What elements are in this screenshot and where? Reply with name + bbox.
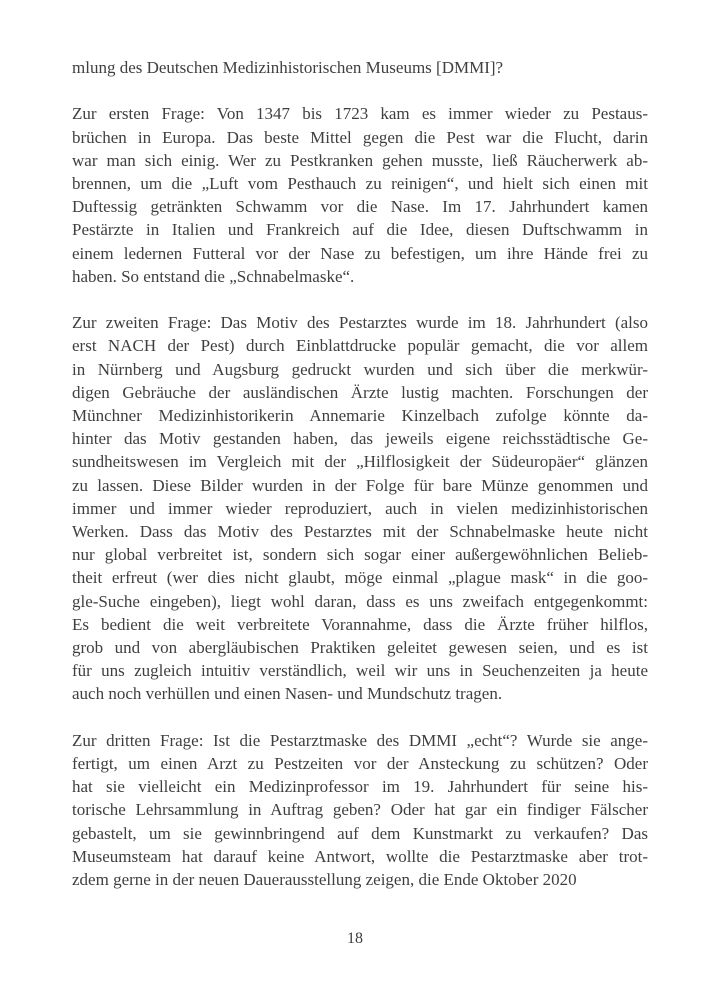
page-text-block (72, 56, 648, 914)
text-line: für uns zugleich intuitiv verständlich, weil wir uns in Seuchenzeiten ja heute (72, 661, 648, 681)
page-number: 18 (347, 930, 363, 947)
text-line: zdem gerne in der neuen Dauerausstellung zeigen, die Ende Oktober 2020 (72, 870, 577, 890)
text-line: auch noch verhüllen und einen Nasen- und Mundschutz tragen. (72, 684, 503, 704)
text-line: gle-Suche eingeben), liegt wohl daran, dass es uns zweifach entgegenkommt: (72, 591, 648, 611)
text-line: sundheitswesen im Vergleich mit der „Hilflosigkeit der Südeuropäer“ glänzen (72, 452, 648, 472)
text-line: Werken. Dass das Motiv des Pestarztes mit der Schnabelmaske heute nicht (72, 522, 648, 542)
text-line: gebastelt, um sie gewinnbringend auf dem Kunstmarkt zu verkaufen? Das (72, 823, 648, 843)
text-line: in Nürnberg und Augsburg gedruckt wurden und sich über die merkwür- (72, 359, 648, 379)
paragraph-first-question (72, 102, 648, 288)
text-line: war man sich einig. Wer zu Pestkranken gehen musste, ließ Räucherwerk ab- (72, 150, 648, 170)
text-line: hat sie vielleicht ein Medizinprofessor im 19. Jahrhundert für seine his- (72, 777, 648, 797)
text-line: zu lassen. Diese Bilder wurden in der Folge für bare Münze genommen und (72, 475, 648, 495)
text-line: Münchner Medizinhistorikerin Annemarie Kinzelbach zufolge könnte da- (72, 406, 648, 426)
text-line: hinter das Motiv gestanden haben, das jeweils eigene reichsstädtische Ge- (72, 429, 648, 449)
text-line: fertigt, um einen Arzt zu Pestzeiten vor der Ansteckung zu schützen? Oder (72, 754, 648, 774)
text-line: nur global verbreitet ist, sondern sich sogar einer außergewöhnlichen Belieb- (72, 545, 648, 565)
text-line: Zur ersten Frage: Von 1347 bis 1723 kam es immer wieder zu Pestaus- (72, 104, 648, 124)
page-footer (0, 928, 710, 950)
paragraph-third-question (72, 729, 648, 891)
text-line: Es bedient die weit verbreitete Vorannahme, dass die Ärzte früher hilflos, (72, 614, 648, 634)
paragraph-second-question (72, 311, 648, 705)
text-line: mlung des Deutschen Medizinhistorischen Museums [DMMI]? (72, 58, 504, 77)
text-line: grob und von abergläubischen Praktiken geleitet gewesen seien, und es ist (72, 638, 648, 658)
text-line: immer und immer wieder reproduziert, auch in vielen medizinhistorischen (72, 498, 648, 518)
text-line: theit erfreut (wer dies nicht glaubt, möge einmal „plague mask“ in die goo- (72, 568, 648, 588)
paragraph-continuation (72, 56, 648, 79)
text-line: brennen, um die „Luft vom Pesthauch zu reinigen“, und hielt sich einen mit (72, 174, 648, 193)
text-line: Museumsteam hat darauf keine Antwort, wollte die Pestarztmaske aber trot- (72, 846, 648, 866)
text-line: Pestärzte in Italien und Frankreich auf die Idee, diesen Duftschwamm in (72, 220, 648, 240)
text-line: Zur zweiten Frage: Das Motiv des Pestarztes wurde im 18. Jahrhundert (also (72, 313, 648, 333)
text-line: einem ledernen Futteral vor der Nase zu befestigen, um ihre Hände frei zu (72, 243, 648, 263)
text-line: digen Gebräuche der ausländischen Ärzte lustig machten. Forschungen der (72, 382, 648, 402)
text-line: Zur dritten Frage: Ist die Pestarztmaske des DMMI „echt“? Wurde sie ange- (72, 730, 648, 750)
text-line: brüchen in Europa. Das beste Mittel gegen die Pest war die Flucht, darin (72, 127, 648, 147)
text-line: Duftessig getränkten Schwamm vor die Nase. Im 17. Jahrhundert kamen (72, 197, 648, 217)
text-line: haben. So entstand die „Schnabelmaske“. (72, 266, 355, 286)
text-line: torische Lehrsammlung in Auftrag geben? Oder hat gar ein findiger Fälscher (72, 800, 648, 820)
text-line: erst NACH der Pest) durch Einblattdrucke populär gemacht, die vor allem (72, 336, 648, 356)
